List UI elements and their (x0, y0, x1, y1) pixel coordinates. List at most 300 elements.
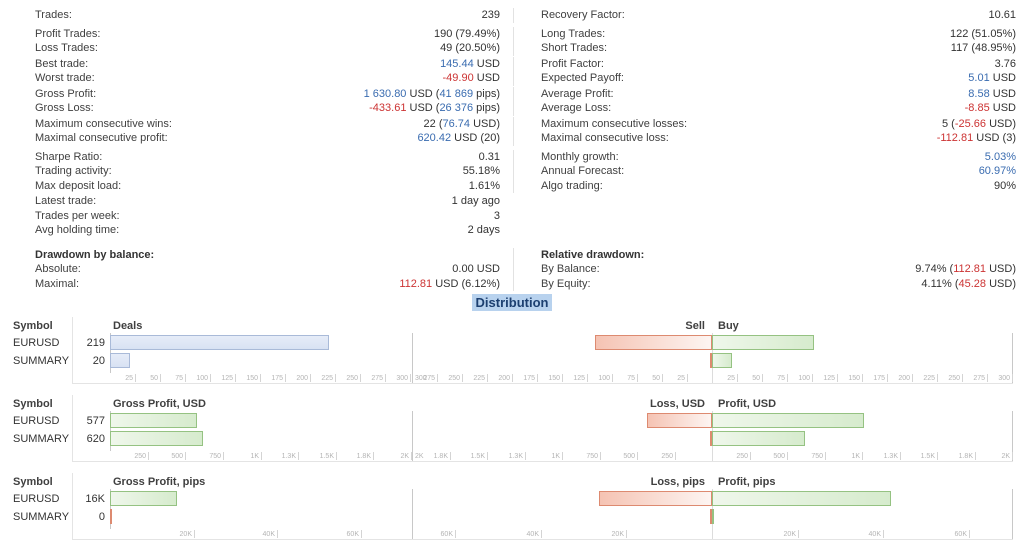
stat-label: By Balance: (541, 263, 600, 275)
stat-value (942, 117, 1016, 132)
stat-value (985, 150, 1016, 165)
buy-profit-bar (712, 413, 864, 428)
stat-value (452, 194, 500, 209)
zero-left-bar-marker (110, 509, 112, 524)
stat-label: Relative drawdown: (541, 248, 645, 261)
symbol-header: Symbol (13, 320, 53, 332)
axis-tick-label-mid-left: 2K (415, 453, 424, 460)
axis-tick-label-left: 1K (250, 453, 259, 460)
symbol-header: Symbol (13, 398, 53, 410)
stat-row (35, 71, 500, 86)
pos-chart-title: Profit, pips (718, 476, 776, 488)
stat-value (443, 71, 500, 86)
stat-group (513, 117, 1016, 146)
stat-group (35, 248, 500, 292)
stat-label: Maximal consecutive loss: (541, 132, 669, 144)
axis-tick-label-mid-left: 1K (551, 453, 560, 460)
stat-value-part: 1 630.80 (363, 87, 407, 100)
axis-tick-label-mid-right: 250 (948, 375, 960, 382)
stat-value-part: 0.31 (478, 150, 500, 163)
stat-value (950, 27, 1016, 42)
stat-row (541, 131, 1016, 146)
block-bottom-border (72, 461, 1013, 462)
stat-value-part: -25.66 (954, 117, 987, 130)
buy-profit-bar (712, 491, 891, 506)
stat-group (513, 194, 1016, 238)
stat-value-part: -433.61 (369, 102, 407, 114)
stat-label: Gross Loss: (35, 102, 94, 114)
axis-tick-label-mid-right: 50 (752, 375, 760, 382)
symbol-label: EURUSD (13, 337, 60, 349)
axis-tick-label-left: 2K (400, 453, 409, 460)
stat-row (541, 41, 1016, 56)
axis-tick-label-mid-left: 60K (440, 531, 453, 538)
stat-value (424, 117, 500, 132)
pos-chart-title: Profit, USD (718, 398, 777, 410)
neg-chart-title: Sell (685, 320, 705, 332)
stat-row (541, 117, 1016, 132)
axis-tick-label-mid-right: 250 (736, 453, 748, 460)
stat-value-part: USD ( (406, 87, 440, 100)
axis-tick-label-mid-right: 125 (823, 375, 835, 382)
axis-tick-mid-left (562, 374, 563, 382)
stat-value-part: USD (3) (973, 132, 1016, 144)
pos-chart-title: Buy (718, 320, 739, 332)
stat-value-part: 41 869 (439, 87, 474, 100)
stat-value (951, 41, 1016, 56)
value-label: 20 (92, 355, 105, 367)
stat-label: Long Trades: (541, 27, 606, 40)
stat-row (35, 57, 500, 72)
stat-value-part: 0.00 USD (452, 263, 500, 275)
axis-tick-left (185, 452, 186, 460)
stat-label: Maximum consecutive wins: (35, 117, 172, 130)
stat-value-part: 10.61 (988, 9, 1016, 21)
axis-tick-label-mid-right: 40K (868, 531, 881, 538)
stat-value (468, 223, 500, 238)
stat-value (440, 41, 500, 56)
axis-tick-mid-right (975, 452, 976, 460)
axis-tick-label-mid-left: 750 (586, 453, 598, 460)
axis-tick-label-left: 275 (371, 375, 383, 382)
axis-tick-label-mid-right: 300 (998, 375, 1010, 382)
axis-tick-label-left: 150 (246, 375, 258, 382)
stat-value (482, 8, 500, 23)
axis-tick-mid-right (900, 452, 901, 460)
stat-row (35, 248, 500, 263)
deals-bar (110, 335, 329, 350)
axis-tick-label-mid-left: 125 (573, 375, 585, 382)
axis-tick-label-mid-right: 20K (783, 531, 796, 538)
stat-value (434, 27, 500, 42)
stat-group (35, 57, 500, 86)
stat-value-part: 55.18% (462, 165, 500, 177)
stat-row (541, 150, 1016, 165)
axis-tick-mid-right (750, 452, 751, 460)
axis-tick-label-mid-right: 200 (898, 375, 910, 382)
axis-tick-label-mid-left: 200 (498, 375, 510, 382)
stat-label: Maximal: (35, 277, 80, 290)
sell-loss-bar (647, 413, 712, 428)
stat-value-part: 45.28 (958, 277, 987, 290)
distribution-title-row (0, 295, 1024, 310)
stat-value-part: USD (473, 57, 500, 70)
stat-value (968, 71, 1016, 86)
stat-value (399, 277, 500, 292)
stat-label: Avg holding time: (35, 224, 120, 236)
stat-value-part: USD) (470, 117, 500, 130)
symbol-label: SUMMARY (13, 511, 70, 523)
axis-tick-mid-right (1012, 374, 1013, 382)
stat-label: Short Trades: (541, 42, 608, 54)
axis-tick-label-left: 125 (221, 375, 233, 382)
stat-value-part: 22 ( (423, 117, 443, 130)
stat-label: Sharpe Ratio: (35, 150, 103, 163)
stat-label: Expected Payoff: (541, 72, 624, 84)
stat-label: Profit Trades: (35, 27, 101, 40)
axis-tick-mid-left (462, 374, 463, 382)
chart-block (0, 473, 1024, 540)
stat-value-part: -49.90 (442, 72, 474, 84)
axis-tick-mid-left (541, 530, 542, 538)
stat-group (35, 87, 500, 116)
stat-label: Trades: (35, 9, 72, 21)
neg-chart-title: Loss, USD (649, 398, 705, 410)
deals-bar (110, 353, 130, 368)
symbol-label: EURUSD (13, 415, 60, 427)
axis-tick-left (261, 452, 262, 460)
axis-tick-left (277, 530, 278, 538)
stat-label: Algo trading: (541, 179, 603, 192)
axis-tick-label-left: 40K (262, 531, 275, 538)
axis-tick-mid-right (937, 452, 938, 460)
stat-value-part: 8.58 (968, 87, 990, 100)
axis-tick-mid-left (525, 452, 526, 460)
axis-tick-label-mid-right: 275 (973, 375, 985, 382)
stats-column-right (513, 8, 1016, 291)
axis-tick-mid-left (450, 452, 451, 460)
axis-tick-left (298, 452, 299, 460)
axis-tick-left (223, 452, 224, 460)
axis-tick-mid-right (969, 530, 970, 538)
stat-label: Drawdown by balance: (35, 248, 155, 261)
stat-row (35, 27, 500, 42)
sell-loss-bar (595, 335, 712, 350)
stat-label: Trades per week: (35, 209, 120, 222)
stat-value-part: 620.42 (417, 132, 452, 144)
stat-row (35, 117, 500, 132)
axis-tick-label-mid-left: 25 (677, 375, 685, 382)
stat-label: Recovery Factor: (541, 9, 625, 21)
buy-profit-bar (712, 353, 732, 368)
stat-value-part: -112.81 (936, 132, 974, 144)
stat-value-part: 90% (993, 179, 1016, 192)
value-label: 620 (86, 433, 105, 445)
axis-tick-label-left: 750 (209, 453, 221, 460)
axis-tick-mid-left (662, 374, 663, 382)
axis-tick-left (148, 452, 149, 460)
stat-value-part: 1 day ago (451, 195, 500, 207)
stat-value (469, 179, 500, 194)
stat-label: Average Loss: (541, 102, 612, 114)
axis-tick-label-mid-right: 1.3K (883, 453, 898, 460)
axis-tick-label-mid-right: 1.8K (958, 453, 973, 460)
axis-tick-label-mid-right: 75 (777, 375, 785, 382)
axis-tick-mid-left (562, 452, 563, 460)
symbol-label: SUMMARY (13, 355, 70, 367)
value-label: 16K (85, 493, 105, 505)
stat-value-part: USD ( (406, 102, 440, 114)
stat-value-part: USD (6.12%) (432, 277, 500, 290)
axis-tick-mid-left (455, 530, 456, 538)
stat-row (35, 209, 500, 224)
stat-value-part: pips) (473, 102, 500, 114)
stat-row (35, 262, 500, 277)
distribution-title: Distribution (472, 294, 553, 311)
stat-row (35, 87, 500, 102)
value-label: 0 (98, 511, 105, 523)
axis-tick-label-left: 1.8K (356, 453, 371, 460)
stat-label: Best trade: (35, 57, 89, 70)
gross-profit-bar (110, 491, 177, 506)
stat-row (35, 41, 500, 56)
stat-value (988, 8, 1016, 23)
axis-tick-mid-left (637, 452, 638, 460)
axis-tick-label-mid-left: 40K (526, 531, 539, 538)
axis-tick-label-left: 1.5K (319, 453, 334, 460)
stat-group (513, 57, 1016, 86)
stat-value-part: 49 (20.50%) (440, 42, 500, 54)
stat-value (369, 101, 500, 116)
axis-tick-mid-left (512, 374, 513, 382)
stat-value (364, 87, 500, 102)
value-label: 577 (86, 415, 105, 427)
stat-value-part: USD) (986, 117, 1016, 130)
stat-value (479, 150, 500, 165)
axis-tick-label-mid-left: 100 (598, 375, 610, 382)
stat-value (494, 209, 500, 224)
stat-group (513, 150, 1016, 194)
stat-value-part: USD) (986, 263, 1016, 275)
axis-tick-label-left: 175 (271, 375, 283, 382)
stat-row (35, 101, 500, 116)
stat-row (541, 8, 1016, 23)
stat-value (440, 57, 500, 72)
axis-tick-label-left: 60K (346, 531, 359, 538)
stat-row (35, 164, 500, 179)
axis-tick-label-mid-right: 500 (773, 453, 785, 460)
stat-group (513, 248, 1016, 292)
stat-value (452, 262, 500, 277)
axis-tick-label-left: 500 (171, 453, 183, 460)
stats-column-left (35, 8, 500, 291)
axis-tick-mid-left (587, 374, 588, 382)
axis-tick-mid-right (862, 452, 863, 460)
stat-row (35, 277, 500, 292)
stat-row (35, 8, 500, 23)
stat-value (937, 131, 1016, 146)
stat-group (513, 87, 1016, 116)
stat-label: Loss Trades: (35, 42, 98, 54)
axis-tick-label-mid-right: 1.5K (920, 453, 935, 460)
axis-tick-label-mid-right: 60K (954, 531, 967, 538)
stat-row (541, 164, 1016, 179)
buy-profit-bar (712, 431, 805, 446)
symbol-label: SUMMARY (13, 433, 70, 445)
stat-row (541, 262, 1016, 277)
stat-value-part: 9.74% ( (915, 263, 954, 275)
axis-tick-label-left: 300 (396, 375, 408, 382)
mid-left-edge-line (412, 411, 413, 461)
stat-label: Maximum consecutive losses: (541, 117, 688, 130)
stat-row (541, 101, 1016, 116)
stat-row (541, 248, 1016, 263)
stat-value-part: 5 ( (942, 117, 955, 130)
axis-tick-mid-right (787, 452, 788, 460)
stat-group (513, 27, 1016, 56)
axis-tick-label-left: 1.3K (281, 453, 296, 460)
stat-row (35, 194, 500, 209)
axis-tick-mid-right (798, 530, 799, 538)
symbol-header: Symbol (13, 476, 53, 488)
stat-group (513, 8, 1016, 23)
stat-value-part: 60.97% (978, 165, 1016, 177)
axis-tick-label-mid-left: 50 (652, 375, 660, 382)
stat-value-part: 4.11% ( (921, 277, 959, 290)
gross-profit-bar (110, 431, 203, 446)
sell-loss-bar (599, 491, 712, 506)
stat-label: Gross Profit: (35, 87, 97, 100)
stat-value-part: 3.76 (994, 57, 1016, 70)
axis-tick-label-mid-left: 75 (627, 375, 635, 382)
stat-label: Profit Factor: (541, 57, 604, 70)
axis-tick-mid-left (487, 374, 488, 382)
stat-group (35, 194, 500, 238)
axis-tick-mid-left (675, 452, 676, 460)
value-label: 219 (86, 337, 105, 349)
stat-row (35, 131, 500, 146)
left-chart-title: Gross Profit, USD (113, 398, 206, 410)
stat-value-part: 2 days (467, 224, 500, 236)
axis-tick-label-left: 25 (125, 375, 133, 382)
axis-tick-label-left: 250 (134, 453, 146, 460)
axis-tick-label-mid-left: 300 (415, 375, 427, 382)
stat-value-part: USD (20) (451, 132, 500, 144)
stat-label: By Equity: (541, 277, 591, 290)
axis-tick-mid-left (600, 452, 601, 460)
stat-group (35, 117, 500, 146)
axis-tick-label-mid-right: 1K (851, 453, 860, 460)
axis-tick-mid-right (1012, 452, 1013, 460)
stat-value-part: 26 376 (439, 102, 474, 114)
stat-row (541, 27, 1016, 42)
neg-chart-title: Loss, pips (650, 476, 705, 488)
axis-tick-mid-left (612, 374, 613, 382)
axis-tick-label-mid-right: 750 (811, 453, 823, 460)
stat-value-part: 5.03% (984, 150, 1016, 163)
symbol-label: EURUSD (13, 493, 60, 505)
stat-value-part: USD) (986, 277, 1016, 290)
axis-tick-mid-left (687, 374, 688, 382)
stat-value (463, 164, 500, 179)
mid-left-edge-line (412, 489, 413, 539)
stat-label: Latest trade: (35, 195, 97, 207)
stat-value-part: 145.44 (440, 57, 474, 70)
chart-block (0, 395, 1024, 462)
stat-value-part: 3 (493, 209, 500, 222)
stat-value-part: USD (989, 87, 1016, 100)
stat-value-part: 112.81 (399, 277, 433, 290)
stat-group (35, 8, 500, 23)
stat-value-part: 122 (51.05%) (949, 27, 1016, 40)
stat-value-part: 190 (79.49%) (433, 27, 500, 40)
axis-tick-label-mid-left: 275 (423, 375, 435, 382)
stat-value-part: -8.85 (964, 102, 990, 114)
axis-tick-left (336, 452, 337, 460)
stat-row (35, 179, 500, 194)
block-bottom-border (72, 539, 1013, 540)
stat-label: Maximal consecutive profit: (35, 132, 168, 144)
stat-row (541, 277, 1016, 292)
axis-tick-label-mid-left: 1.5K (470, 453, 485, 460)
stat-row (35, 150, 500, 165)
axis-tick-label-left: 250 (346, 375, 358, 382)
stat-value (979, 164, 1016, 179)
gross-profit-bar (110, 413, 197, 428)
stat-row (541, 71, 1016, 86)
axis-tick-label-mid-left: 175 (523, 375, 535, 382)
stat-row (541, 87, 1016, 102)
stat-group (35, 27, 500, 56)
stat-label: Average Profit: (541, 87, 614, 100)
stat-value-part: 117 (48.95%) (950, 42, 1016, 54)
right-edge-line (1012, 489, 1013, 539)
stat-value (968, 87, 1016, 102)
axis-tick-left (361, 530, 362, 538)
axis-tick-left (411, 452, 412, 460)
axis-tick-label-mid-right: 2K (1001, 453, 1010, 460)
stat-value-part: USD (989, 102, 1016, 114)
axis-tick-label-left: 100 (196, 375, 208, 382)
stat-value-part: 239 (481, 9, 500, 21)
axis-tick-mid-right (883, 530, 884, 538)
block-bottom-border (72, 383, 1013, 384)
axis-tick-label-left: 200 (296, 375, 308, 382)
stat-label: Monthly growth: (541, 150, 619, 163)
stat-row (35, 223, 500, 238)
stat-value (921, 277, 1016, 292)
stat-label: Annual Forecast: (541, 165, 625, 177)
stat-label: Worst trade: (35, 72, 95, 84)
stat-label: Absolute: (35, 263, 81, 275)
axis-tick-mid-left (637, 374, 638, 382)
axis-tick-label-left: 225 (321, 375, 333, 382)
axis-tick-label-mid-left: 1.3K (508, 453, 523, 460)
stat-label: Max deposit load: (35, 179, 122, 192)
stat-value-part: 5.01 (968, 72, 990, 84)
chart-block (0, 317, 1024, 384)
axis-tick-left (194, 530, 195, 538)
stat-value (915, 262, 1016, 277)
axis-tick-mid-right (825, 452, 826, 460)
axis-tick-label-left: 75 (175, 375, 183, 382)
stat-label: Trading activity: (35, 165, 112, 177)
stat-value (995, 57, 1016, 72)
left-chart-title: Deals (113, 320, 143, 332)
stat-value-part: USD (473, 72, 500, 84)
axis-tick-label-left: 50 (150, 375, 158, 382)
stat-row (541, 179, 1016, 194)
